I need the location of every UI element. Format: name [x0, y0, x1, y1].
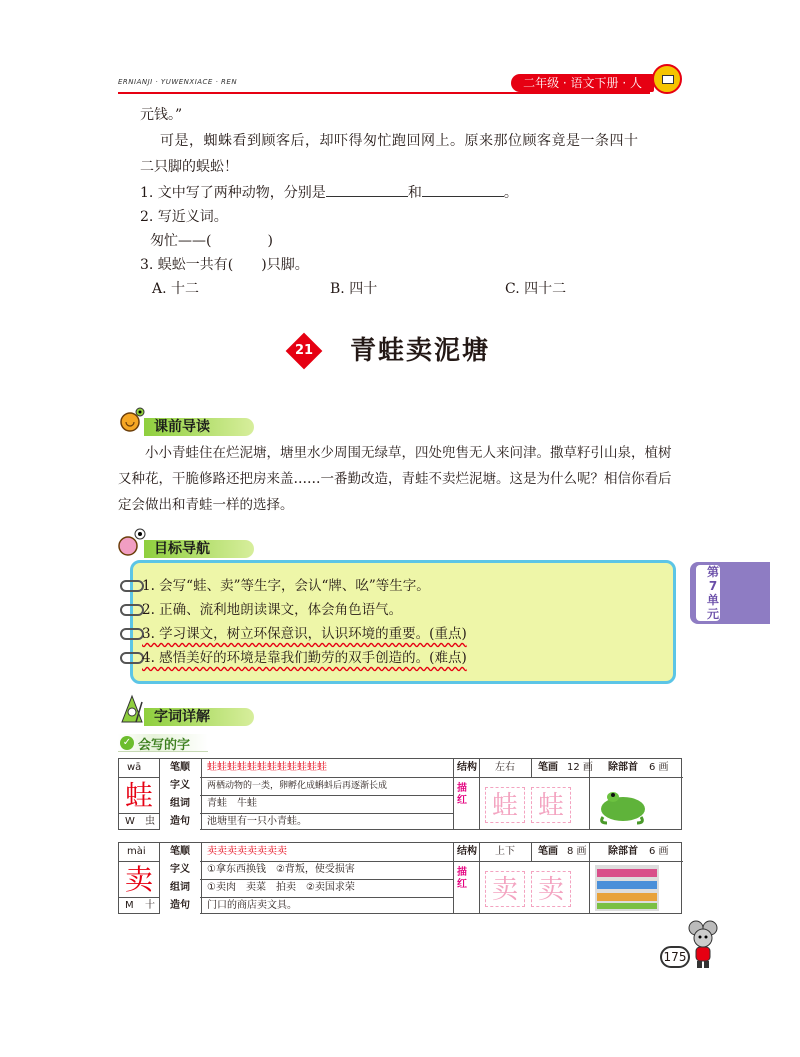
ring-icon	[120, 604, 144, 616]
radical: 虫	[145, 816, 155, 827]
goal-item-3	[142, 623, 467, 645]
label-meaning: 字义	[160, 777, 200, 795]
label-structure: 结构	[455, 843, 479, 861]
trace-box-1[interactable]: 卖	[485, 871, 525, 907]
stroke-order: 卖卖卖卖卖卖卖卖	[207, 846, 287, 857]
structure: 左右	[495, 762, 515, 773]
series-code: ERNIANJI · YUWENXIACE · REN	[118, 78, 238, 86]
pinyin: wā	[127, 762, 142, 773]
label-stroke-order: 笔顺	[160, 843, 200, 861]
goal-item-3-text: 3. 学习课文，树立环保意识，认识环境的重要。(重点)	[142, 626, 467, 642]
initial-letter: W	[125, 816, 135, 827]
book-label: 二年级 · 语文下册 · 人	[511, 74, 654, 92]
char-card-wa	[118, 758, 682, 830]
answer-blank-1[interactable]	[326, 183, 408, 197]
unit-tab[interactable]	[690, 562, 770, 624]
book-logo-icon	[652, 64, 682, 94]
words: ①卖肉 卖菜 拍卖 ②卖国求荣	[207, 882, 355, 893]
char-card-mai	[118, 842, 682, 914]
sentence: 池塘里有一只小青蛙。	[207, 816, 307, 827]
label-radical: 除部首	[603, 843, 643, 861]
vocab-heading: 字词详解	[154, 709, 210, 725]
preview-paragraph: 小小青蛙住在烂泥塘，塘里水少周围无绿草，四处兜售无人来问津。撒草籽引山泉，植树又种花，干脆修路还把房来盖……一番勤改造，青蛙不卖烂泥塘。这是为什么呢？相信你看后定会做出和青蛙一样的选择。	[118, 445, 672, 513]
page-number: 175	[660, 946, 690, 968]
wizard-icon	[116, 694, 148, 726]
label-words: 组词	[160, 795, 200, 813]
label-strokes: 笔画	[533, 759, 563, 777]
frog-image	[595, 783, 651, 825]
lesson-number: 21	[294, 343, 314, 358]
goal-item-4-text: 4. 感悟美好的环境是靠我们勤劳的双手创造的。(难点)	[142, 650, 467, 666]
ring-icon	[120, 652, 144, 664]
strokes: 8 画	[567, 846, 587, 857]
big-char: 卖	[119, 861, 159, 897]
question-1-conj: 和	[407, 185, 422, 201]
divider	[589, 843, 590, 913]
ring-icon	[120, 580, 144, 592]
strokes: 12 画	[567, 762, 593, 773]
subheading-text: 会写的字	[138, 738, 191, 753]
divider	[453, 759, 454, 829]
big-char: 蛙	[119, 777, 159, 813]
preview-banner	[114, 412, 264, 436]
meaning: ①拿东西换钱 ②背叛，使受损害	[207, 864, 355, 875]
structure: 上下	[495, 846, 515, 857]
question-1-end: 。	[503, 185, 518, 201]
label-trace: 描红	[457, 867, 467, 890]
words: 青蛙 牛蛙	[207, 798, 257, 809]
ring-icon	[120, 628, 144, 640]
prev-story-line-2: 可是，蜘蛛看到顾客后，却吓得匆忙跑回网上。原来那位顾客竟是一条四十	[160, 133, 639, 149]
stroke-order: 蛙蛙蛙蛙蛙蛙蛙蛙蛙蛙蛙蛙	[207, 762, 327, 773]
label-strokes: 笔画	[533, 843, 563, 861]
label-words: 组词	[160, 879, 200, 897]
vocab-banner	[114, 702, 264, 726]
label-structure: 结构	[455, 759, 479, 777]
option-b[interactable]: B. 四十	[330, 281, 378, 297]
pinyin: mài	[127, 846, 146, 857]
question-2-item[interactable]: 匆忙——( )	[150, 233, 273, 249]
label-meaning: 字义	[160, 861, 200, 879]
preview-heading: 课前导读	[154, 419, 210, 435]
option-c[interactable]: C. 四十二	[505, 281, 567, 297]
radical-strokes: 6 画	[649, 846, 669, 857]
prev-story-line-1: 元钱。”	[140, 107, 183, 123]
trace-box-2[interactable]: 卖	[531, 871, 571, 907]
check-icon: ✓	[120, 736, 134, 750]
question-1	[140, 181, 518, 205]
snail-icon	[116, 526, 148, 558]
divider	[479, 759, 480, 829]
divider	[479, 843, 480, 913]
lesson-title: 青蛙卖泥塘	[350, 336, 491, 366]
prev-story-line-3: 二只脚的蜈蚣！	[140, 159, 238, 175]
page-header	[118, 72, 690, 94]
divider	[531, 759, 532, 777]
radical: 十	[145, 900, 155, 911]
goals-banner	[114, 534, 264, 558]
unit-tab-label: 第7单元	[706, 565, 719, 621]
divider	[201, 759, 202, 829]
label-sentence: 造句	[160, 813, 200, 831]
option-a[interactable]: A. 十二	[152, 281, 200, 297]
question-1-text: 1. 文中写了两种动物，分别是	[140, 185, 326, 201]
goals-heading: 目标导航	[154, 541, 210, 557]
divider	[201, 843, 202, 913]
question-3: 3. 蜈蚣一共有( )只脚。	[140, 257, 309, 273]
label-stroke-order: 笔顺	[160, 759, 200, 777]
question-2: 2. 写近义词。	[140, 209, 228, 225]
initial-letter: M	[125, 900, 134, 911]
label-radical: 除部首	[603, 759, 643, 777]
goal-item-4	[142, 647, 467, 669]
meaning: 两栖动物的一类，卵孵化成蝌蚪后再逐渐长成	[207, 781, 388, 791]
trace-box-1[interactable]: 蛙	[485, 787, 525, 823]
shop-shelves-image	[595, 865, 659, 911]
divider	[531, 843, 532, 861]
divider	[159, 897, 453, 898]
snail-icon	[116, 404, 148, 436]
divider	[159, 795, 453, 796]
label-sentence: 造句	[160, 897, 200, 915]
divider	[453, 843, 454, 913]
subheading-write-chars	[118, 734, 208, 752]
goal-item-2: 2. 正确、流利地朗读课文，体会角色语气。	[142, 602, 403, 618]
sentence: 门口的商店卖文具。	[207, 900, 297, 911]
goal-item-1: 1. 会写“蛙、卖”等生字，会认“牌、吆”等生字。	[142, 578, 430, 594]
header-rule	[118, 92, 650, 94]
trace-box-2[interactable]: 蛙	[531, 787, 571, 823]
label-trace: 描红	[457, 783, 467, 806]
mouse-mascot-icon	[688, 920, 718, 970]
radical-strokes: 6 画	[649, 762, 669, 773]
answer-blank-2[interactable]	[422, 183, 504, 197]
